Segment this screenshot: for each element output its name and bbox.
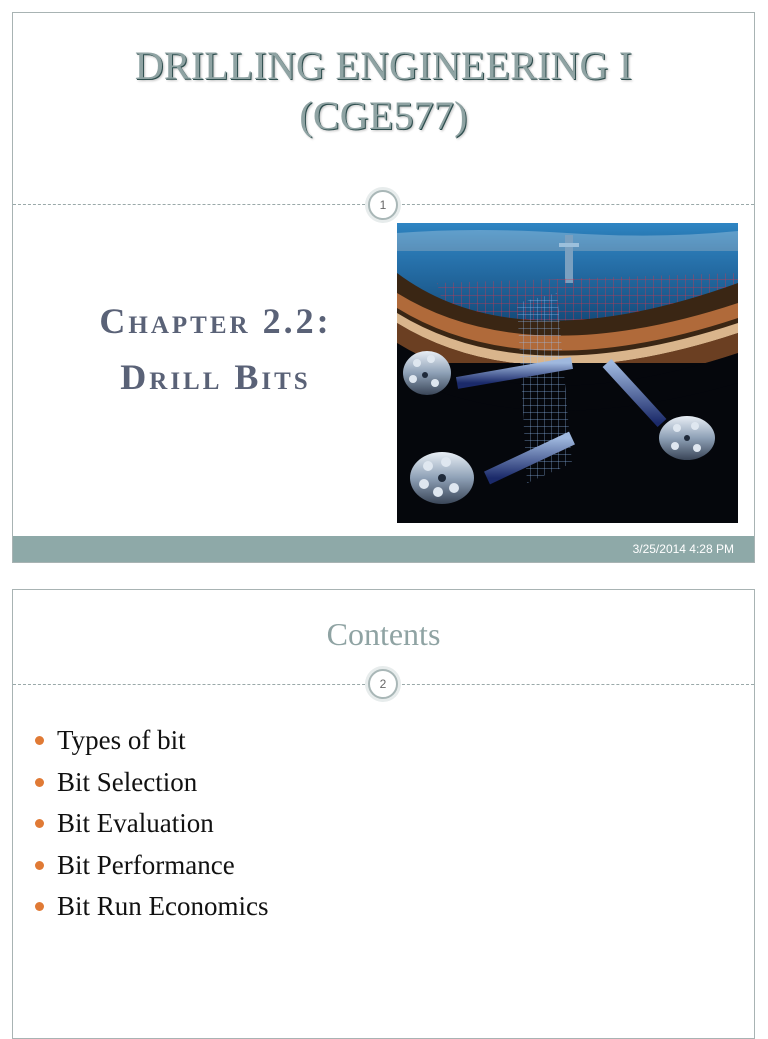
slide-number-badge: 1 <box>368 190 398 220</box>
slide-1-footer <box>13 536 754 562</box>
list-item <box>35 845 269 887</box>
list-item-label: Bit Performance <box>57 849 235 880</box>
list-item <box>35 720 269 762</box>
footer-date: 3/25/2014 4:28 PM <box>632 542 734 556</box>
bullet-icon <box>35 819 44 828</box>
contents-list <box>35 720 269 928</box>
bullet-icon <box>35 778 44 787</box>
list-item <box>35 803 269 845</box>
slide-1 <box>12 12 755 563</box>
list-item-label: Types of bit <box>57 725 186 755</box>
bullet-icon <box>35 902 44 911</box>
slide-2-title: Contents <box>326 616 441 652</box>
slide-2 <box>12 589 755 1039</box>
bullet-icon <box>35 736 44 745</box>
list-item-label: Bit Run Economics <box>57 891 269 921</box>
chapter-line-2: Drill Bits <box>120 357 311 397</box>
title-line-1: DRILLING ENGINEERING I <box>134 43 633 88</box>
list-item <box>35 762 269 804</box>
title-line-2: (CGE577) <box>299 93 468 138</box>
list-item-label: Bit Selection <box>57 766 198 797</box>
drill-bits-illustration <box>397 223 738 523</box>
slide-number-badge: 2 <box>368 669 398 699</box>
slide-1-title <box>13 41 754 141</box>
chapter-line-1: Chapter 2.2: <box>99 301 332 341</box>
list-item <box>35 886 269 928</box>
bullet-icon <box>35 861 44 870</box>
chapter-heading <box>43 293 388 405</box>
list-item-label: Bit Evaluation <box>57 808 214 838</box>
